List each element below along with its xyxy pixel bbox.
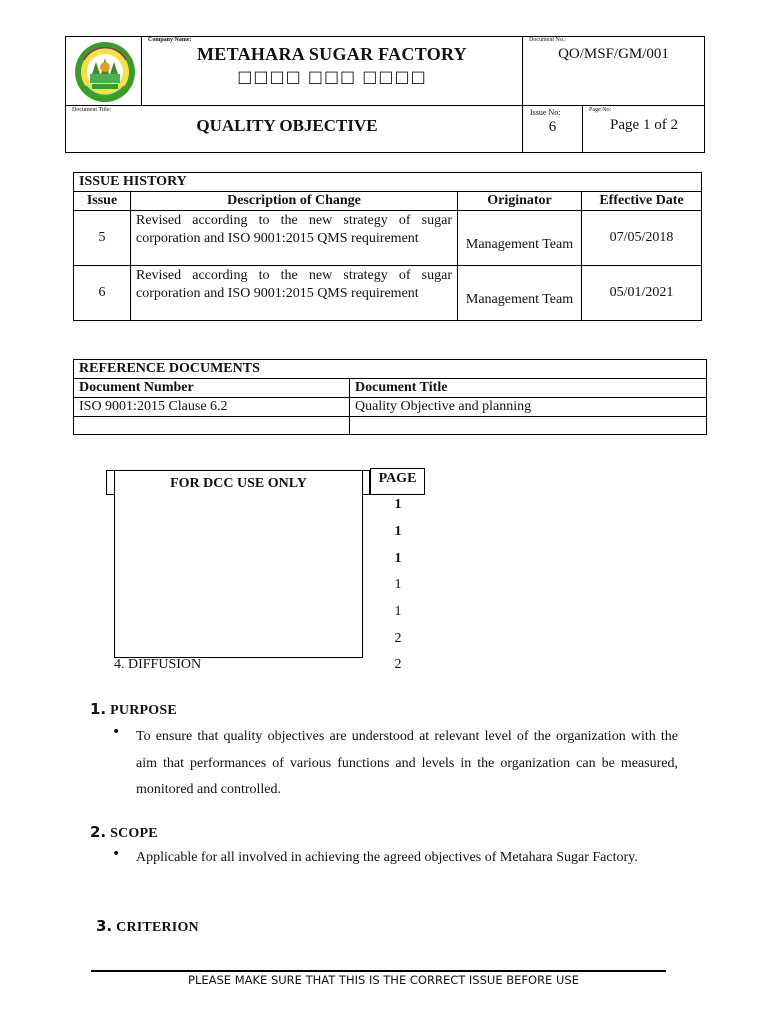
col-document-number: Document Number (74, 379, 350, 398)
company-name-local: □□□□ □□□ □□□□ (237, 67, 427, 86)
page-number: 1 (394, 551, 402, 566)
issue-cell: 5 (74, 211, 131, 266)
reference-documents-table (73, 359, 707, 435)
section-title: SCOPE (110, 826, 158, 841)
purpose-text: To ensure that quality objectives are understood at relevant level of the organization with the aim that performances of various functions and levels in the organization can be measured, monitored and controlled. (136, 729, 678, 797)
scope-bullet (112, 846, 678, 870)
footer-note: PLEASE MAKE SURE THAT THIS IS THE CORRECT ISSUE BEFORE USE (188, 973, 579, 987)
document-number-cell: ISO 9001:2015 Clause 6.2 (74, 398, 350, 417)
toc-diffusion: 4. DIFFUSION (114, 657, 202, 672)
page-number: 1 (394, 577, 402, 592)
col-effective-date: Effective Date (582, 192, 702, 211)
page-column-header: PAGE (370, 468, 425, 495)
col-description: Description of Change (131, 192, 458, 211)
doc-no-label: Document No.: (529, 37, 566, 43)
description-cell: Revised according to the new strategy of sugar corporation and ISO 9001:2015 QMS requirement (131, 266, 458, 321)
issue-history-table (73, 172, 702, 321)
section-number: 1. (90, 700, 107, 718)
issue-history-title: ISSUE HISTORY (74, 173, 702, 192)
dcc-label: FOR DCC USE ONLY (170, 476, 307, 491)
footer-rule (91, 970, 666, 972)
document-number-cell (74, 417, 350, 435)
bullet-icon: • (112, 724, 121, 740)
document-title-cell: Quality Objective and planning (350, 398, 707, 417)
section-title: CRITERION (116, 920, 199, 935)
table-row (74, 417, 707, 435)
section-number: 2. (90, 823, 107, 841)
page-number: 1 (394, 604, 402, 619)
document-title-cell (350, 417, 707, 435)
section-scope-heading (90, 823, 158, 842)
doc-title: QUALITY OBJECTIVE (196, 116, 378, 135)
purpose-bullet (112, 724, 678, 804)
table-row (74, 266, 702, 321)
page-number: 1 (394, 497, 402, 512)
originator-cell: Management Team (458, 266, 582, 321)
date-cell: 05/01/2021 (582, 266, 702, 321)
bullet-icon: • (112, 846, 121, 862)
company-name-label: Company Name: (148, 37, 192, 43)
company-name: METAHARA SUGAR FACTORY (197, 44, 467, 64)
date-cell: 07/05/2018 (582, 211, 702, 266)
originator-cell: Management Team (458, 211, 582, 266)
scope-text: Applicable for all involved in achieving the agreed objectives of Metahara Sugar Factory. (136, 850, 638, 865)
page-number: 2 (394, 631, 402, 646)
issue-no-label: Issue No: (530, 108, 561, 117)
issue-cell: 6 (74, 266, 131, 321)
page-number: 2 (394, 657, 402, 672)
section-purpose-heading (90, 700, 177, 719)
doc-title-label: Document Title: (72, 107, 112, 113)
section-criterion-heading (96, 917, 199, 936)
table-row (74, 398, 707, 417)
description-cell: Revised according to the new strategy of sugar corporation and ISO 9001:2015 QMS requirement (131, 211, 458, 266)
doc-no: QO/MSF/GM/001 (558, 46, 669, 62)
section-title: PURPOSE (110, 703, 177, 718)
company-logo (72, 40, 138, 104)
table-row (74, 211, 702, 266)
col-document-title: Document Title (350, 379, 707, 398)
section-number: 3. (96, 917, 113, 935)
page-no: Page 1 of 2 (610, 117, 678, 133)
page-no-label: Page No: (589, 107, 612, 113)
page-number: 1 (394, 524, 402, 539)
reference-title: REFERENCE DOCUMENTS (74, 360, 707, 379)
col-originator: Originator (458, 192, 582, 211)
col-issue: Issue (74, 192, 131, 211)
issue-no: 6 (548, 119, 557, 135)
